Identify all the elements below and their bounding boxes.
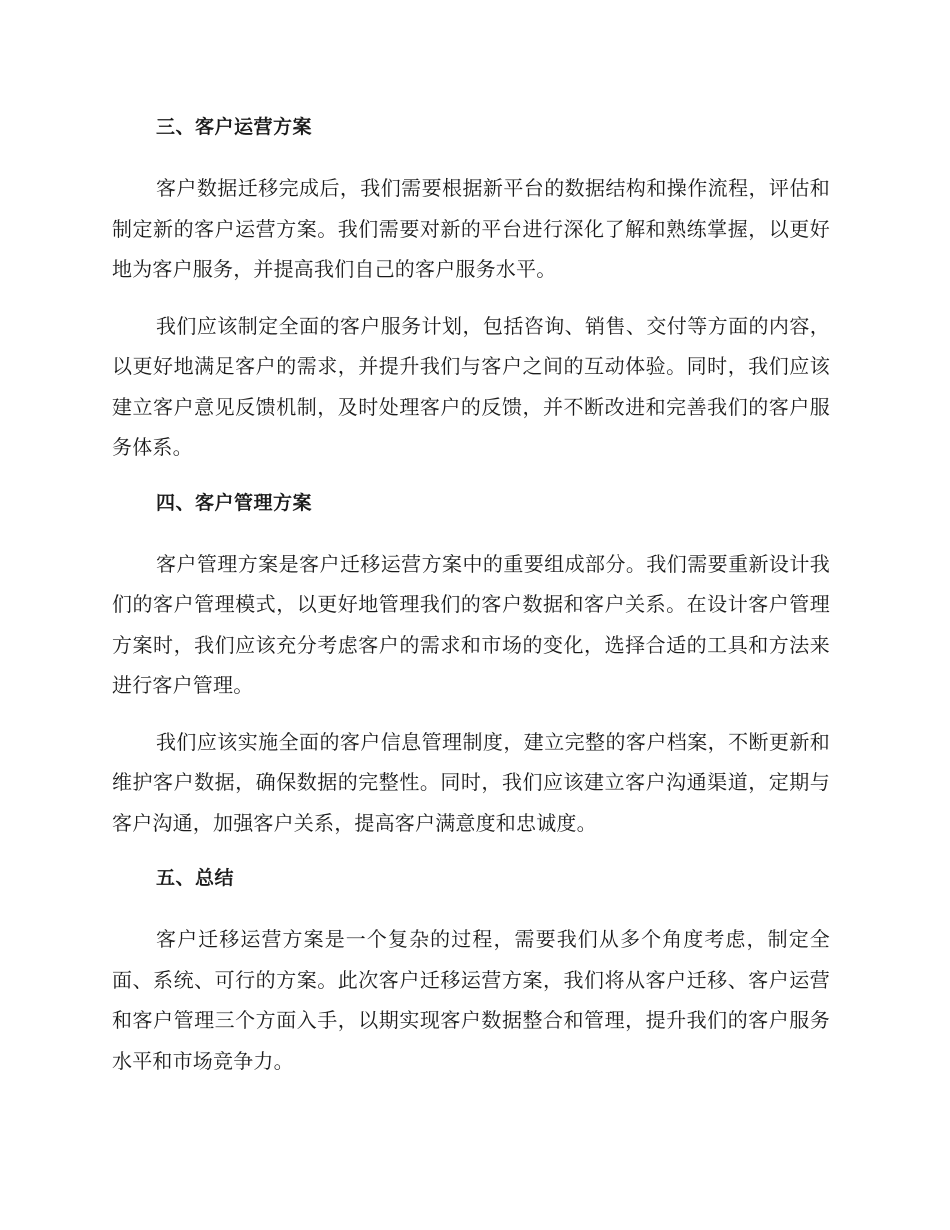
section-customer-operations (112, 108, 830, 468)
paragraph: 客户迁移运营方案是一个复杂的过程，需要我们从多个角度考虑，制定全面、系统、可行的方案。此次客户迁移运营方案，我们将从客户迁移、客户运营和客户管理三个方面入手，以期实现客户数据整合和管理，提升我们的客户服务水平和市场竞争力。 (112, 927, 830, 1073)
paragraph: 我们应该制定全面的客户服务计划，包括咨询、销售、交付等方面的内容，以更好地满足客户的需求，并提升我们与客户之间的互动体验。同时，我们应该建立客户意见反馈机制，及时处理客户的反馈，并不断改进和完善我们的客户服务体系。 (112, 313, 830, 459)
paragraph: 客户数据迁移完成后，我们需要根据新平台的数据结构和操作流程，评估和制定新的客户运营方案。我们需要对新的平台进行深化了解和熟练掌握，以更好地为客户服务，并提高我们自己的客户服务水平。 (112, 176, 830, 281)
paragraph: 我们应该实施全面的客户信息管理制度，建立完整的客户档案，不断更新和维护客户数据，确保数据的完整性。同时，我们应该建立客户沟通渠道，定期与客户沟通，加强客户关系，提高客户满意度和忠诚度。 (112, 729, 830, 835)
document-body (112, 108, 830, 1097)
section-customer-management (112, 484, 830, 844)
section-heading: 三、客户运营方案 (156, 116, 313, 138)
section-heading: 四、客户管理方案 (156, 491, 313, 514)
section-summary (112, 859, 830, 1081)
section-heading: 五、总结 (156, 867, 235, 889)
paragraph: 客户管理方案是客户迁移运营方案中的重要组成部分。我们需要重新设计我们的客户管理模式，以更好地管理我们的客户数据和客户关系。在设计客户管理方案时，我们应该充分考虑客户的需求和市场的变化，选择合适的工具和方法来进行客户管理。 (112, 551, 830, 697)
